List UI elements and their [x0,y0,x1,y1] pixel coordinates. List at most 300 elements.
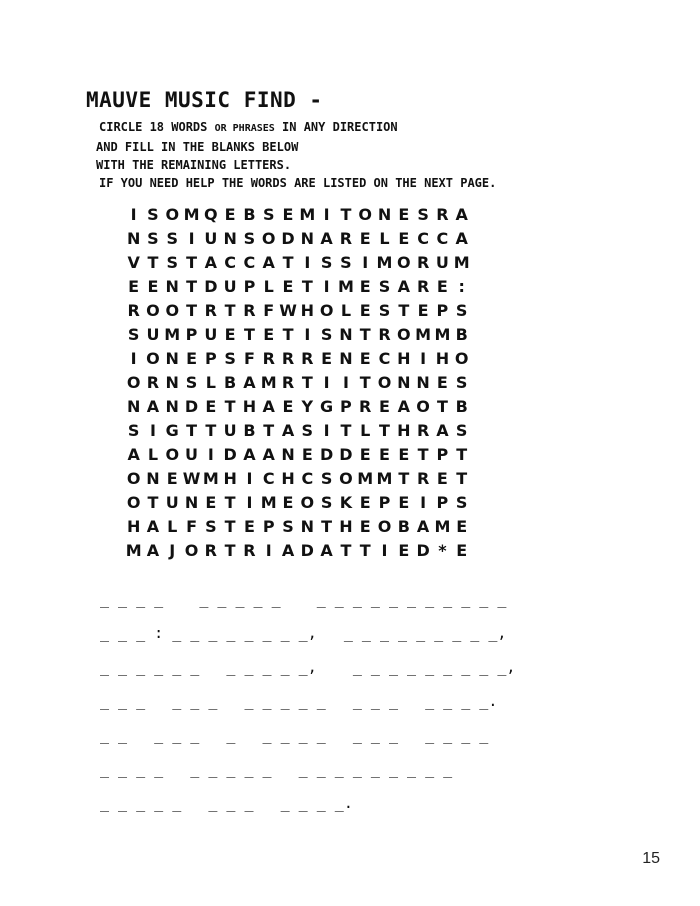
grid-letter[interactable]: S [224,348,236,368]
grid-letter[interactable]: L [379,228,390,248]
fill-in-blanks [100,582,620,820]
grid-letter[interactable]: N [165,372,179,392]
grid-letter[interactable]: E [398,492,410,512]
grid-letter[interactable]: O [377,516,392,536]
grid-letter[interactable]: T [205,420,217,440]
grid-letter[interactable]: N [339,324,353,344]
grid-letter[interactable]: O [377,372,392,392]
grid-letter[interactable]: P [436,300,449,320]
grid-letter[interactable]: E [205,492,217,512]
grid-letter[interactable]: D [416,540,430,560]
grid-letter[interactable]: E [359,300,371,320]
grid-letter[interactable]: U [185,444,199,464]
grid-letter[interactable]: E [282,396,294,416]
grid-letter[interactable]: E [398,204,410,224]
grid-letter[interactable]: E [166,468,178,488]
grid-letter[interactable]: N [377,204,392,224]
grid-letter[interactable]: O [397,324,411,344]
grid-letter[interactable]: T [398,468,410,488]
grid-letter[interactable]: I [323,420,330,440]
grid-letter[interactable]: T [282,252,294,272]
grid-letter[interactable]: B [397,516,410,536]
grid-letter[interactable]: S [147,204,159,224]
grid-letter[interactable]: K [339,492,353,512]
grid-letter[interactable]: M [164,324,181,344]
grid-letter[interactable]: I [304,252,311,272]
grid-letter[interactable]: I [246,468,253,488]
grid-letter[interactable]: R [416,420,430,440]
grid-letter[interactable]: O [300,492,315,512]
grid-letter[interactable]: H [223,468,237,488]
grid-row [124,274,471,298]
grid-letter[interactable]: C [378,348,391,368]
grid-letter[interactable]: E [456,540,468,560]
grid-row [124,370,471,394]
grid-letter[interactable]: I [207,444,214,464]
grid-letter[interactable]: L [147,444,159,464]
grid-letter[interactable]: S [243,228,256,248]
grid-letter[interactable]: E [321,348,333,368]
grid-letter[interactable]: D [319,444,334,464]
grid-letter[interactable]: E [282,492,294,512]
grid-letter[interactable]: R [301,348,314,368]
grid-letter[interactable]: C [436,228,449,248]
grid-letter[interactable]: T [301,276,313,296]
blank-line[interactable]: _ _ _ _ _ _ _ _ _ _ _ _ _ _ _ _ _ _ [100,760,453,778]
grid-letter[interactable]: M [260,372,277,392]
grid-letter[interactable]: O [339,468,353,488]
blank-line[interactable]: _ _ _ _ _ _ _ _ _ _ _, _ _ _ _ _ _ _ _ _, [100,658,516,676]
grid-letter[interactable]: I [420,348,427,368]
grid-letter[interactable]: S [378,276,391,296]
grid-letter[interactable]: T [243,324,255,344]
grid-letter[interactable]: S [340,252,352,272]
grid-letter[interactable]: N [300,228,315,248]
grid-letter[interactable]: E [224,204,236,224]
grid-letter[interactable]: N [416,372,430,392]
grid-letter[interactable]: H [397,348,411,368]
grid-letter[interactable]: C [301,468,314,488]
blank-line[interactable]: _ _ _ : _ _ _ _ _ _ _ _, _ _ _ _ _ _ _ _ _, [100,624,507,642]
grid-letter[interactable]: A [320,540,333,560]
grid-letter[interactable]: O [126,372,141,392]
grid-letter[interactable]: P [243,276,256,296]
grid-letter[interactable]: T [186,276,197,296]
grid-row [124,442,471,466]
grid-letter[interactable]: S [455,420,468,440]
grid-letter[interactable]: H [339,516,353,536]
grid-letter[interactable]: N [126,228,141,248]
grid-letter[interactable]: O [261,228,276,248]
grid-letter[interactable]: T [340,420,352,440]
grid-letter[interactable]: T [340,204,352,224]
page-number: 15 [642,850,660,867]
grid-row [124,514,471,538]
grid-row [124,250,471,274]
grid-letter[interactable]: U [204,228,218,248]
grid-letter[interactable]: O [146,348,160,368]
grid-letter[interactable]: R [416,252,430,272]
grid-letter[interactable]: L [340,300,352,320]
grid-letter[interactable]: C [417,228,429,248]
grid-letter[interactable]: I [323,276,330,296]
grid-letter[interactable]: A [204,252,218,272]
grid-letter[interactable]: R [243,540,256,560]
grid-letter[interactable]: I [265,540,272,560]
grid-letter[interactable]: I [323,372,330,392]
puzzle-title: MAUVE MUSIC FIND - [86,88,323,112]
grid-letter[interactable]: T [436,396,448,416]
grid-letter[interactable]: E [379,396,390,416]
grid-letter[interactable]: N [300,516,315,536]
grid-letter[interactable]: S [185,372,198,392]
grid-letter[interactable]: U [223,420,237,440]
grid-letter[interactable]: O [126,492,141,512]
grid-letter[interactable]: H [397,420,411,440]
grid-letter[interactable]: U [165,492,179,512]
grid-letter[interactable]: E [301,444,313,464]
grid-letter[interactable]: E [398,228,410,248]
grid-letter[interactable]: E [128,276,140,296]
grid-letter[interactable]: T [224,516,236,536]
grid-letter[interactable]: M [434,516,451,536]
grid-letter[interactable]: O [165,300,180,320]
grid-letter[interactable]: E [359,492,371,512]
grid-letter[interactable]: W [182,468,201,488]
grid-letter[interactable]: N [223,228,237,248]
grid-letter[interactable]: B [224,372,237,392]
grid-letter[interactable]: R [416,276,430,296]
grid-letter[interactable]: A [262,396,275,416]
grid-letter[interactable]: D [184,396,199,416]
grid-letter[interactable]: A [320,228,333,248]
grid-letter[interactable]: N [184,492,199,512]
grid-letter[interactable]: E [436,372,448,392]
grid-letter[interactable]: I [304,324,311,344]
grid-letter[interactable]: M [415,324,432,344]
grid-letter[interactable]: T [340,540,352,560]
grid-letter[interactable]: M [337,276,354,296]
grid-letter[interactable]: T [301,372,313,392]
grid-letter[interactable]: I [246,492,253,512]
grid-letter[interactable]: G [165,420,179,440]
grid-letter[interactable]: A [146,516,160,536]
grid-letter[interactable]: L [167,516,178,536]
grid-letter[interactable]: S [166,252,178,272]
grid-letter[interactable]: T [456,468,468,488]
blank-line[interactable]: _ _ _ _ _ _ _ _ _ _ _ _ _ _ _ _ _ _. [100,692,498,710]
grid-letter[interactable]: A [397,276,410,296]
grid-letter[interactable]: O [126,468,141,488]
grid-letter[interactable]: S [320,468,333,488]
grid-letter[interactable]: S [320,324,333,344]
grid-letter[interactable]: L [205,372,216,392]
grid-letter[interactable]: S [455,492,468,512]
grid-letter[interactable]: E [186,348,197,368]
blank-line[interactable]: _ _ _ _ _ _ _ _ _ _ _ _ _ _ _ _ _ [100,726,489,744]
grid-letter[interactable]: E [379,444,390,464]
grid-letter[interactable]: B [243,204,256,224]
grid-letter[interactable]: S [320,252,333,272]
grid-letter[interactable]: L [263,276,274,296]
grid-letter[interactable]: T [224,540,236,560]
grid-letter[interactable]: A [397,396,410,416]
grid-letter[interactable]: E [359,444,371,464]
word-search-grid [124,202,471,562]
grid-letter[interactable]: N [126,396,141,416]
grid-letter[interactable]: I [188,228,195,248]
grid-letter[interactable]: R [416,468,430,488]
grid-letter[interactable]: N [165,276,179,296]
grid-letter[interactable]: T [417,444,429,464]
grid-letter[interactable]: Y [301,396,314,416]
grid-letter[interactable]: S [166,228,178,248]
grid-letter[interactable]: B [455,324,468,344]
grid-letter[interactable]: A [416,516,430,536]
grid-letter[interactable]: A [262,444,275,464]
grid-letter[interactable]: E [282,276,294,296]
grid-letter[interactable]: U [223,276,237,296]
grid-letter[interactable]: M [299,204,316,224]
grid-letter[interactable]: D [339,444,353,464]
grid-letter[interactable]: N [165,396,179,416]
grid-letter[interactable]: P [204,348,217,368]
grid-letter[interactable]: U [204,324,218,344]
grid-letter[interactable]: R [281,348,295,368]
grid-letter[interactable]: I [342,372,349,392]
grid-letter[interactable]: I [130,348,137,368]
grid-letter[interactable]: R [243,300,256,320]
grid-letter[interactable]: O [165,444,180,464]
grid-letter[interactable]: D [204,276,218,296]
grid-letter[interactable]: N [339,348,353,368]
grid-letter[interactable]: C [224,252,236,272]
grid-letter[interactable]: E [147,276,159,296]
grid-letter[interactable]: I [420,492,427,512]
grid-letter[interactable]: R [204,300,217,320]
grid-letter[interactable]: E [359,348,371,368]
grid-letter[interactable]: P [340,396,352,416]
grid-letter[interactable]: J [169,540,176,560]
grid-letter[interactable]: M [202,468,219,488]
grid-letter[interactable]: S [320,492,333,512]
grid-letter[interactable]: E [398,540,410,560]
grid-letter[interactable]: E [359,276,371,296]
grid-letter[interactable]: T [224,396,236,416]
instruction-line-1 [99,118,496,138]
grid-letter[interactable]: T [282,324,294,344]
grid-letter[interactable]: T [224,300,236,320]
grid-letter[interactable]: I [130,204,137,224]
instruction-text: IN ANY DIRECTION [274,120,398,134]
grid-letter[interactable]: M [434,324,451,344]
grid-letter[interactable]: T [147,492,159,512]
grid-letter[interactable]: S [262,204,275,224]
grid-letter[interactable]: R [339,228,353,248]
grid-letter[interactable]: M [183,204,200,224]
grid-letter[interactable]: A [146,540,160,560]
grid-letter[interactable]: T [186,252,197,272]
grid-letter[interactable]: T [263,420,275,440]
grid-letter[interactable]: R [262,348,275,368]
grid-letter[interactable]: S [147,228,159,248]
grid-letter[interactable]: S [455,372,468,392]
grid-row [124,538,471,562]
grid-letter[interactable]: T [321,516,333,536]
grid-letter[interactable]: : [458,276,465,296]
grid-letter[interactable]: E [282,204,294,224]
grid-letter[interactable]: E [436,276,448,296]
grid-letter[interactable]: R [146,372,160,392]
grid-letter[interactable]: M [453,252,470,272]
grid-letter[interactable]: A [455,228,468,248]
grid-letter[interactable]: M [376,252,393,272]
grid-letter[interactable]: N [281,444,295,464]
grid-letter[interactable]: D [281,228,295,248]
grid-letter[interactable]: E [417,300,429,320]
grid-letter[interactable]: V [127,252,140,272]
instructions [96,118,496,192]
grid-letter[interactable]: A [436,420,449,440]
grid-letter[interactable]: E [436,468,448,488]
grid-letter[interactable]: E [359,516,371,536]
grid-letter[interactable]: A [146,396,160,416]
grid-letter[interactable]: M [260,492,277,512]
grid-letter[interactable]: E [243,516,255,536]
grid-letter[interactable]: F [263,300,275,320]
grid-letter[interactable]: P [436,444,449,464]
instruction-text: CIRCLE 18 WORDS [99,120,215,134]
grid-letter[interactable]: P [436,492,449,512]
grid-letter[interactable]: E [359,228,371,248]
grid-letter[interactable]: M [376,468,393,488]
grid-letter[interactable]: T [186,300,197,320]
grid-letter[interactable]: H [435,348,450,368]
grid-letter[interactable]: N [397,372,411,392]
grid-row [124,394,471,418]
grid-letter[interactable]: B [455,396,468,416]
grid-row [124,202,471,226]
grid-letter[interactable]: E [398,444,410,464]
grid-letter[interactable]: W [279,300,297,320]
grid-letter[interactable]: T [359,540,371,560]
grid-letter[interactable]: T [456,444,468,464]
grid-letter[interactable]: A [281,420,295,440]
grid-letter[interactable]: U [146,324,160,344]
grid-letter[interactable]: T [359,324,371,344]
grid-letter[interactable]: A [281,540,295,560]
grid-letter[interactable]: P [378,492,391,512]
grid-letter[interactable]: R [378,324,391,344]
grid-letter[interactable]: I [381,540,388,560]
grid-letter[interactable]: O [397,252,411,272]
grid-letter[interactable]: S [282,516,294,536]
grid-letter[interactable]: E [205,396,217,416]
grid-letter[interactable]: S [127,420,140,440]
grid-letter[interactable]: M [357,468,374,488]
grid-letter[interactable]: G [320,396,334,416]
instruction-line-4: IF YOU NEED HELP THE WORDS ARE LISTED ON THE NEXT PAGE. [99,176,497,190]
grid-letter[interactable]: T [379,420,390,440]
grid-letter[interactable]: D [223,444,237,464]
grid-letter[interactable]: O [146,300,160,320]
grid-letter[interactable]: A [262,252,275,272]
grid-letter[interactable]: H [242,396,257,416]
grid-letter[interactable]: I [323,204,330,224]
grid-letter[interactable]: R [204,540,217,560]
grid-letter[interactable]: E [456,516,468,536]
grid-letter[interactable]: T [398,300,410,320]
grid-row [124,226,471,250]
grid-letter[interactable]: R [281,372,295,392]
grid-letter[interactable]: R [436,204,449,224]
grid-letter[interactable]: H [300,300,315,320]
grid-letter[interactable]: E [224,324,236,344]
grid-letter[interactable]: S [417,204,429,224]
grid-letter[interactable]: H [126,516,141,536]
grid-letter[interactable]: T [186,420,197,440]
grid-letter[interactable]: I [149,420,156,440]
instruction-text-small: OR PHRASES [214,123,275,134]
grid-letter[interactable]: O [416,396,430,416]
blank-line[interactable]: _ _ _ _ _ _ _ _ _ _ _ _. [100,794,353,812]
grid-letter[interactable]: C [243,252,256,272]
grid-letter[interactable]: S [205,516,217,536]
grid-letter[interactable]: H [281,468,295,488]
grid-letter[interactable]: I [362,252,369,272]
grid-letter[interactable]: T [224,492,236,512]
grid-letter[interactable]: A [455,204,468,224]
grid-letter[interactable]: L [360,420,371,440]
grid-letter[interactable]: P [262,516,275,536]
grid-letter[interactable]: O [454,348,469,368]
grid-letter[interactable]: M [125,540,142,560]
grid-letter[interactable]: S [455,300,468,320]
grid-letter[interactable]: R [127,300,140,320]
grid-letter[interactable]: T [147,252,159,272]
grid-letter[interactable]: O [165,204,180,224]
grid-letter[interactable]: T [359,372,371,392]
grid-letter[interactable]: A [243,372,256,392]
grid-letter[interactable]: U [435,252,449,272]
grid-letter[interactable]: O [358,204,373,224]
grid-letter[interactable]: Q [204,204,218,224]
grid-letter[interactable]: E [263,324,275,344]
grid-row [124,418,471,442]
grid-letter[interactable]: N [146,468,160,488]
grid-letter[interactable]: O [319,300,334,320]
instruction-line-3: WITH THE REMAINING LETTERS. [96,158,292,172]
grid-letter[interactable]: S [127,324,140,344]
grid-letter[interactable]: O [184,540,199,560]
blank-line[interactable]: _ _ _ _ _ _ _ _ _ _ _ _ _ _ _ _ _ _ _ _ [100,590,507,608]
grid-letter[interactable]: F [186,516,197,536]
grid-row [124,298,471,322]
grid-letter[interactable]: P [185,324,198,344]
grid-letter[interactable]: S [378,300,391,320]
grid-letter[interactable]: S [301,420,314,440]
grid-letter[interactable]: A [127,444,140,464]
grid-letter[interactable]: R [359,396,372,416]
grid-letter[interactable]: N [165,348,179,368]
grid-letter[interactable]: D [300,540,314,560]
grid-letter[interactable]: F [243,348,255,368]
grid-letter[interactable]: B [243,420,256,440]
grid-row [124,346,471,370]
grid-letter[interactable]: * [438,540,447,560]
grid-letter[interactable]: A [243,444,256,464]
grid-letter[interactable]: C [262,468,275,488]
